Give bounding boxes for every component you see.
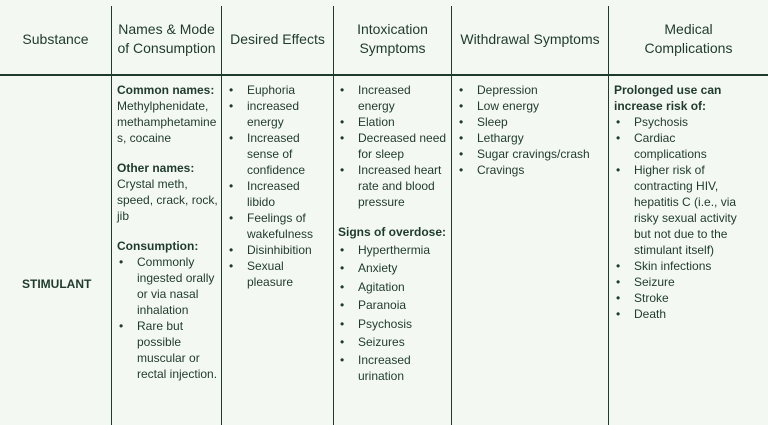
desired-effects-cell bbox=[227, 82, 323, 290]
list-item: • Sugar cravings/crash bbox=[457, 146, 605, 162]
list-item: • Anxiety bbox=[338, 260, 450, 276]
list-item: • Agitation bbox=[338, 279, 450, 295]
header-desired-effects: Desired Effects bbox=[230, 30, 325, 47]
header-withdrawal: Withdrawal Symptoms bbox=[460, 30, 600, 47]
list-item: • Rare but possible muscular or rectal injection. bbox=[117, 318, 219, 382]
list-item: • Decreased need for sleep bbox=[338, 130, 450, 162]
list-item: • increased energy bbox=[227, 98, 323, 130]
list-item: • Sexual pleasure bbox=[227, 258, 323, 290]
list-item: • Cardiac complications bbox=[614, 130, 744, 162]
overdose-list bbox=[338, 242, 450, 384]
list-item: • Higher risk of contracting HIV, hepatitis C (i.e., via risky sexual activity but not due to the stimulant itself) bbox=[614, 162, 744, 258]
medical-list bbox=[614, 114, 744, 322]
list-item: • Death bbox=[614, 306, 744, 322]
medical-label: Prolonged use can increase risk of: bbox=[614, 83, 722, 113]
list-item: • Depression bbox=[457, 82, 605, 98]
header-substance: Substance bbox=[22, 30, 89, 47]
list-item: • Cravings bbox=[457, 162, 605, 178]
list-item: • Lethargy bbox=[457, 130, 605, 146]
list-item: • Euphoria bbox=[227, 82, 323, 98]
consumption-label: Consumption: bbox=[117, 239, 199, 253]
intoxication-cell bbox=[338, 82, 450, 387]
consumption-list bbox=[117, 254, 219, 382]
names-cell bbox=[117, 82, 219, 382]
list-item: • Low energy bbox=[457, 98, 605, 114]
header-intoxication: Intoxication Symptoms bbox=[357, 21, 428, 56]
list-item: • Psychosis bbox=[338, 316, 450, 332]
list-item: • Paranoia bbox=[338, 297, 450, 313]
list-item: • Commonly ingested orally or via nasal inhalation bbox=[117, 254, 219, 318]
list-item: • Disinhibition bbox=[227, 242, 323, 258]
common-names-label: Common names: bbox=[117, 83, 215, 97]
list-item: • Seizures bbox=[338, 334, 450, 350]
overdose-label: Signs of overdose: bbox=[338, 225, 447, 239]
other-names-label: Other names: bbox=[117, 161, 195, 175]
header-names: Names & Mode of Consumption bbox=[117, 21, 216, 56]
list-item: • Increased heart rate and blood pressure bbox=[338, 162, 450, 210]
other-names-text: Crystal meth, speed, crack, rock, jib bbox=[117, 177, 218, 223]
list-item: • Seizure bbox=[614, 274, 744, 290]
list-item: • Increased libido bbox=[227, 178, 323, 210]
list-item: • Increased energy bbox=[338, 82, 450, 114]
list-item: • Increased sense of confidence bbox=[227, 130, 323, 178]
list-item: • Elation bbox=[338, 114, 450, 130]
list-item: • Stroke bbox=[614, 290, 744, 306]
list-item: • Hyperthermia bbox=[338, 242, 450, 258]
withdrawal-list bbox=[457, 82, 605, 178]
withdrawal-cell bbox=[457, 82, 605, 178]
common-names-text: Methylphenidate, methamphetamines, cocaine bbox=[117, 99, 217, 145]
list-item: • Skin infections bbox=[614, 258, 744, 274]
intoxication-list bbox=[338, 82, 450, 210]
list-item: • Feelings of wakefulness bbox=[227, 210, 323, 242]
desired-effects-list bbox=[227, 82, 323, 290]
list-item: • Sleep bbox=[457, 114, 605, 130]
medical-cell bbox=[614, 82, 744, 322]
substance-label: STIMULANT bbox=[22, 277, 92, 291]
list-item: • Psychosis bbox=[614, 114, 744, 130]
list-item: • Increased urination bbox=[338, 352, 450, 384]
header-medical: Medical Complications bbox=[644, 21, 733, 56]
header-divider bbox=[0, 74, 768, 76]
